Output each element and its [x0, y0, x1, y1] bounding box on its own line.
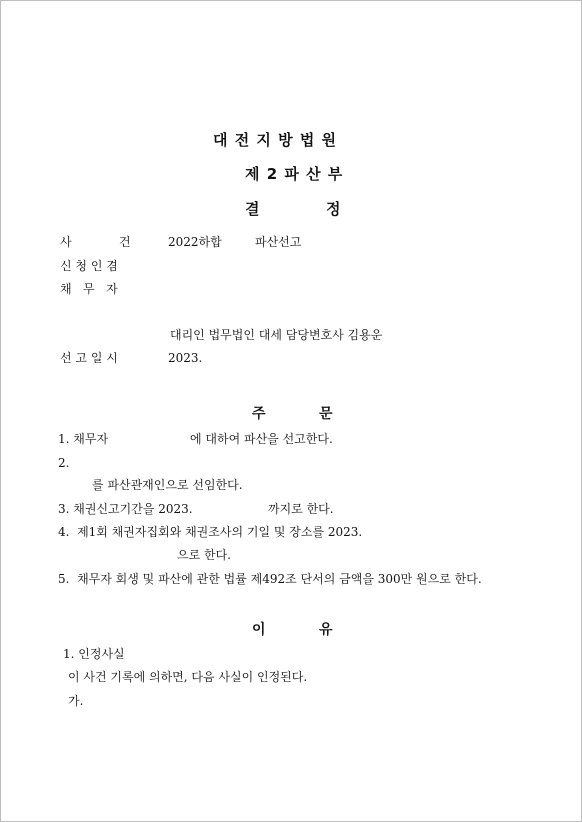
- debtor-label: 채 무 자: [60, 282, 118, 296]
- reasons-item-ga: 가.: [68, 694, 84, 708]
- case-label-2: 건: [119, 235, 131, 249]
- order-item-3-prefix: 3. 채권신고기간을 2023.: [58, 502, 193, 516]
- order-item-2-prefix: 2.: [58, 456, 70, 470]
- reasons-heading-left: 이: [252, 622, 266, 638]
- case-name: 파산선고: [255, 235, 302, 249]
- order-item-4-line2: 으로 한다.: [177, 548, 231, 562]
- court-name: 대 전 지 방 법 원: [213, 131, 337, 149]
- order-item-5: 5. 채무자 회생 및 파산에 관한 법률 제492조 단서의 금액을 300만 원으로 한다.: [58, 572, 482, 586]
- order-item-1-prefix: 1. 채무자: [58, 432, 109, 446]
- order-item-1-suffix: 에 대하여 파산을 선고한다.: [190, 432, 333, 446]
- case-label-1: 사: [60, 235, 72, 249]
- declaration-value: 2023.: [168, 351, 203, 365]
- reasons-section-1: 1. 인정사실: [63, 647, 125, 661]
- order-item-4-line1: 4. 제1회 채권자집회와 채권조사의 기일 및 장소를 2023.: [58, 525, 363, 539]
- order-item-3-suffix: 까지로 한다.: [268, 502, 334, 516]
- decision-title-right: 정: [326, 200, 341, 218]
- division-name: 제 2 파 산 부: [245, 165, 343, 183]
- reasons-heading-right: 유: [319, 622, 333, 638]
- decision-title-left: 결: [245, 200, 260, 218]
- order-heading-right: 문: [319, 406, 333, 422]
- order-item-2-line2: 를 파산관재인으로 선임한다.: [92, 478, 243, 492]
- reasons-sentence: 이 사건 기록에 의하면, 다음 사실이 인정된다.: [68, 670, 308, 684]
- declaration-label: 선 고 일 시: [60, 351, 118, 365]
- case-number: 2022하합: [168, 235, 222, 249]
- legal-agent: 대리인 법무법인 대세 담당변호사 김용운: [170, 328, 383, 342]
- applicant-label: 신 청 인 겸: [60, 259, 118, 273]
- order-heading-left: 주: [252, 406, 266, 422]
